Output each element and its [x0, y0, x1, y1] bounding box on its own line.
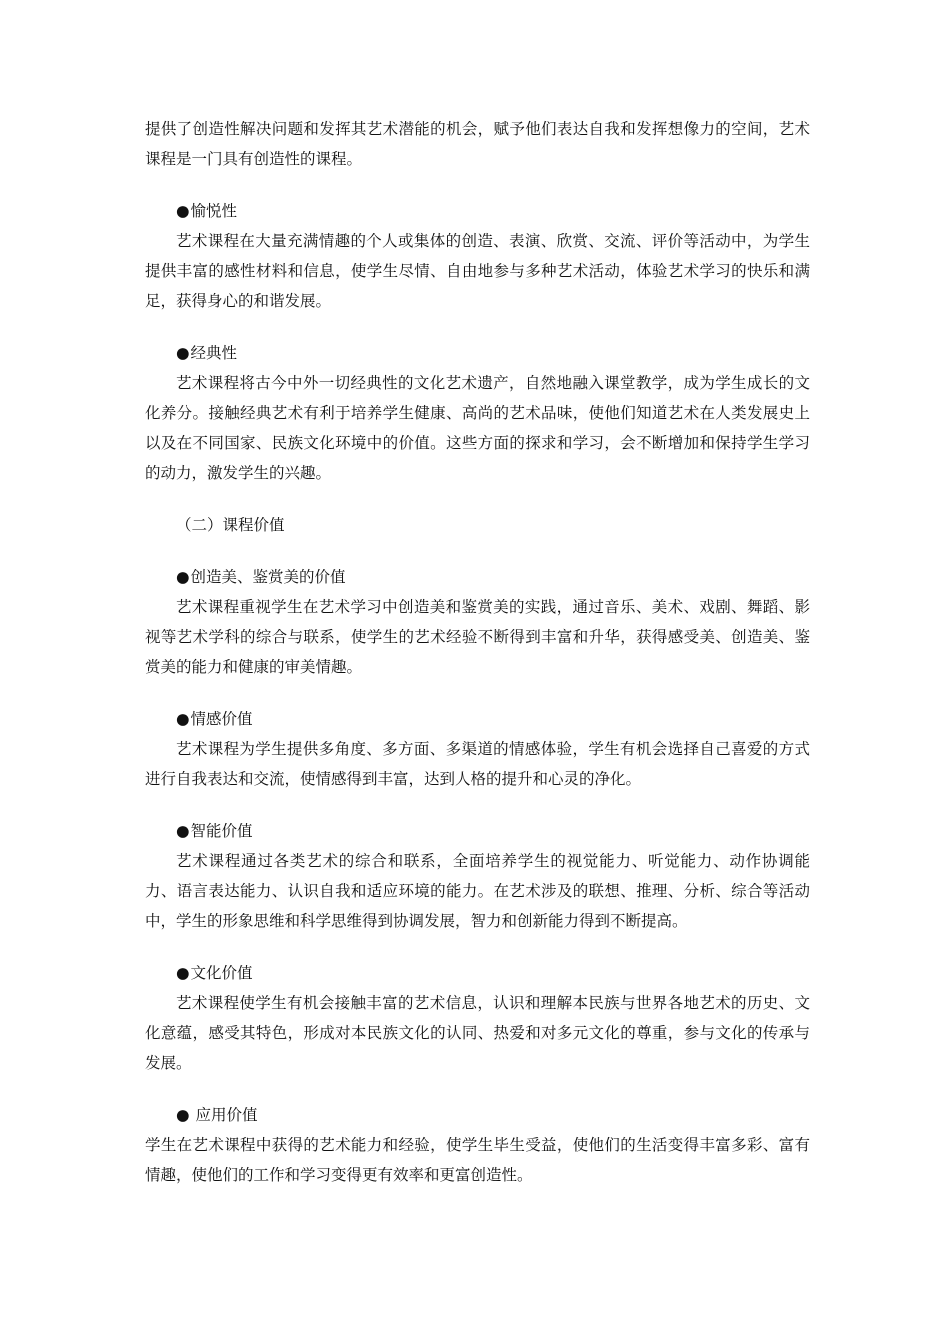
section-title-course-value: （二）课程价值 [176, 516, 285, 534]
paragraph-application-value: 学生在艺术课程中获得的艺术能力和经验，使学生毕生受益，使他们的生活变得丰富多彩、富有情趣，使他们的工作和学习变得更有效率和更富创造性。 [145, 1136, 810, 1184]
bullet-icon: ● [176, 568, 190, 586]
heading-text: 智能价值 [190, 822, 253, 840]
paragraph-classic: 艺术课程将古今中外一切经典性的文化艺术遗产，自然地融入课堂教学，成为学生成长的文化养分。接触经典艺术有利于培养学生健康、高尚的艺术品味，使他们知道艺术在人类发展史上以及在不同国家、民族文化环境中的价值。这些方面的探求和学习，会不断增加和保持学生学习的动力，激发学生的兴趣。 [145, 374, 810, 482]
heading-text: 愉悦性 [190, 202, 238, 220]
heading-intellect-value [145, 816, 810, 846]
heading-classic [145, 338, 810, 368]
paragraph-intellect-value: 艺术课程通过各类艺术的综合和联系，全面培养学生的视觉能力、听觉能力、动作协调能力、语言表达能力、认识自我和适应环境的能力。在艺术涉及的联想、推理、分析、综合等活动中，学生的形象思维和科学思维得到协调发展，智力和创新能力得到不断提高。 [145, 852, 810, 930]
paragraph-emotion-value: 艺术课程为学生提供多角度、多方面、多渠道的情感体验，学生有机会选择自己喜爱的方式进行自我表达和交流，使情感得到丰富，达到人格的提升和心灵的净化。 [145, 740, 810, 788]
heading-culture-value [145, 958, 810, 988]
paragraph-intro-creativity: 提供了创造性解决问题和发挥其艺术潜能的机会，赋予他们表达自我和发挥想像力的空间，艺术课程是一门具有创造性的课程。 [145, 120, 810, 168]
bullet-icon: ● [176, 822, 190, 840]
heading-beauty-value [145, 562, 810, 592]
bullet-icon: ● [176, 964, 190, 982]
paragraph-pleasure: 艺术课程在大量充满情趣的个人或集体的创造、表演、欣赏、交流、评价等活动中，为学生 提供丰富的感性材料和信息，使学生尽情、自由地参与多种艺术活动，体验艺术学习的快乐和满足，获得身心的和谐发展。 [145, 232, 810, 310]
bullet-icon: ● [176, 344, 190, 362]
bullet-icon: ● [176, 710, 190, 728]
paragraph-culture-value: 艺术课程使学生有机会接触丰富的艺术信息，认识和理解本民族与世界各地艺术的历史、文化意蕴，感受其特色，形成对本民族文化的认同、热爱和对多元文化的尊重，参与文化的传承与发展。 [145, 994, 810, 1072]
heading-pleasure [145, 196, 810, 226]
heading-text: 文化价值 [190, 964, 253, 982]
document-body [145, 114, 810, 1190]
bullet-icon: ● [176, 1106, 190, 1124]
paragraph-beauty-value: 艺术课程重视学生在艺术学习中创造美和鉴赏美的实践，通过音乐、美术、戏剧、舞蹈、影视等艺术学科的综合与联系，使学生的艺术经验不断得到丰富和升华，获得感受美、创造美、鉴赏美的能力和健康的审美情趣。 [145, 598, 810, 676]
heading-text: 应用价值 [190, 1106, 258, 1124]
heading-text: 创造美、鉴赏美的价值 [190, 568, 346, 586]
heading-application-value [145, 1100, 810, 1130]
heading-emotion-value [145, 704, 810, 734]
heading-text: 经典性 [190, 344, 238, 362]
heading-text: 情感价值 [190, 710, 253, 728]
bullet-icon: ● [176, 202, 190, 220]
